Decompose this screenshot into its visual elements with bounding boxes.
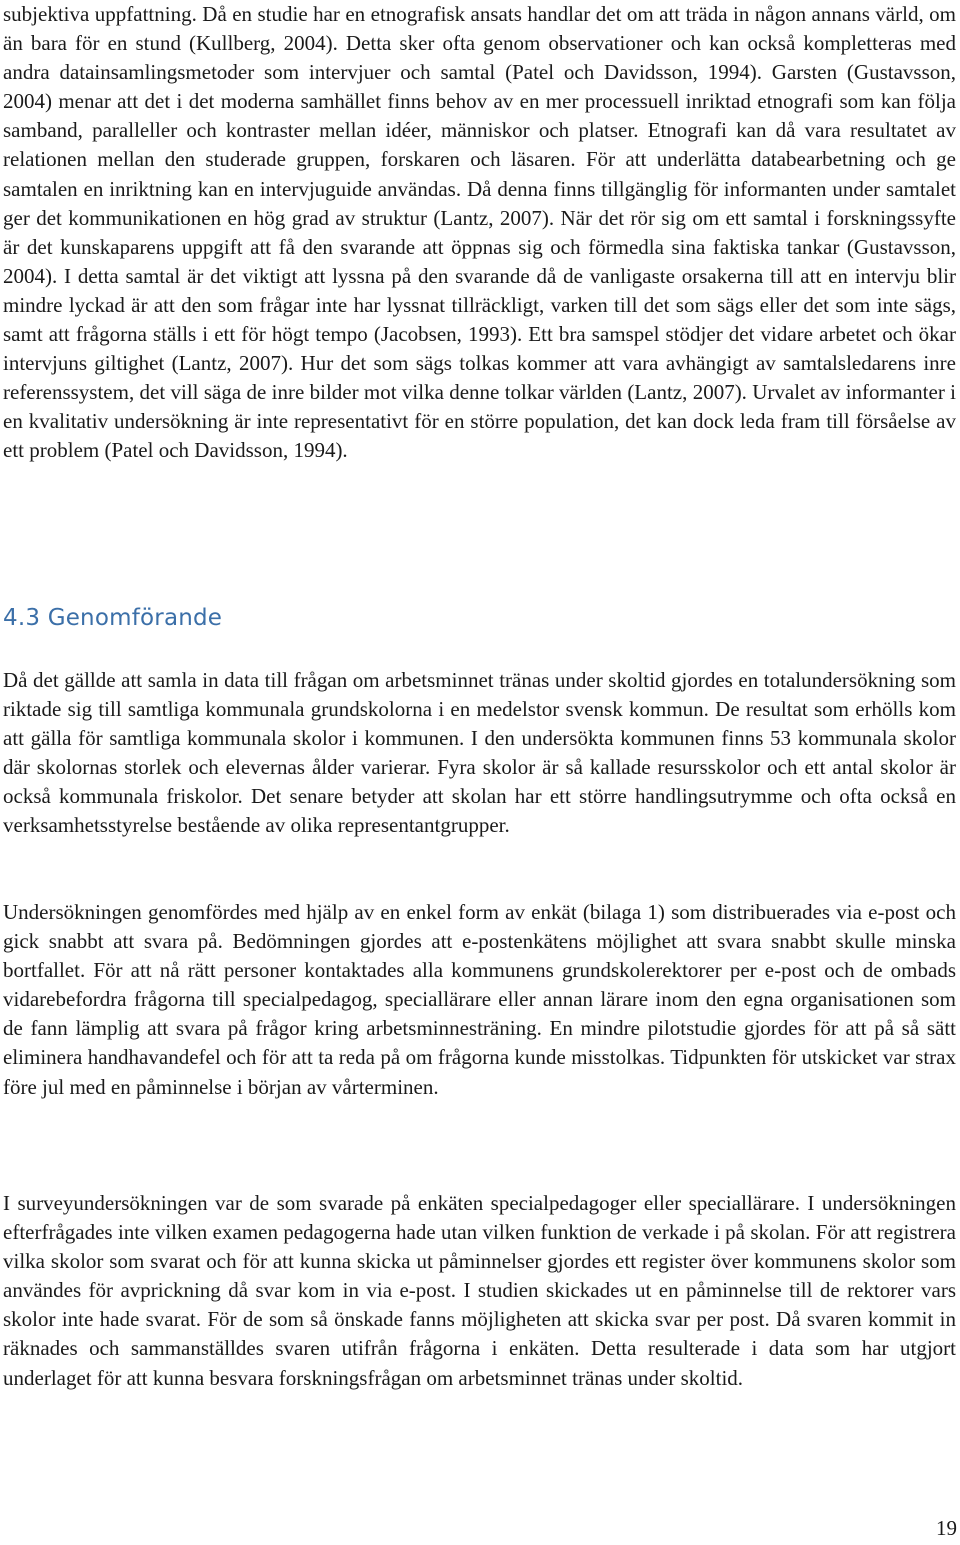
- section-heading: 4.3 Genomförande: [3, 605, 223, 631]
- paragraph-respondents: I surveyundersökningen var de som svarade på enkäten specialpedagoger eller speciallärare. I undersökningen efterfrågades inte vilken examen pedagogerna hade utan vilken funktion de verkade i på skolan. För att registrera vilka skolor som svarat och för att kunna skicka ut påminnelser gjordes ett register över kommunens skolor som användes för avprickning då svar kom in via e-post. I studien skickades ut en påminnelse till de rektorer vars skolor inte hade svarat. För de som så önskade fanns möjligheten att skicka svar per post. Då svaren kommit in räknades och sammanställdes svaren utifrån frågorna i enkäten. Detta resulterade i data som har utgjort underlaget för att kunna besvara forskningsfrågan om arbetsminnet tränas under skoltid.: [3, 1191, 956, 1390]
- paragraph-survey-method: Undersökningen genomfördes med hjälp av en enkel form av enkät (bilaga 1) som distribuerades via e-post och gick snabbt att svara på. Bedömningen gjordes att e-postenkätens möjlighet att svara snabbt skulle minska bortfallet. För att nå rätt personer kontaktades alla kommunens grundskolerektorer per e-post och de ombads vidarebefordra frågorna till specialpedagog, speciallärare eller annan lärare inom den egna organisationen som de fann lämplig att svara på frågor kring arbetsminnesträning. En mindre pilotstudie gjordes för att på så sätt eliminera handhavandefel och för att ta reda på om frågorna kunde misstolkas. Tidpunkten för utskicket var strax före jul med en påminnelse i början av vårterminen.: [3, 900, 956, 1099]
- paragraph-ethnography: subjektiva uppfattning. Då en studie har en etnografisk ansats handlar det om att träda in någon annans värld, om än bara för en stund (Kullberg, 2004). Detta sker ofta genom observationer och kan också kompletteras med andra datainsamlingsmetoder som intervjuer och samtal (Patel och Davidsson, 1994). Garsten (Gustavsson, 2004) menar att det i det moderna samhället finns behov av en mer processuell inriktad etnografi som kan följa samband, paralleller och kontraster mellan idéer, människor och platser. Etnografi kan då vara resultatet av relationen mellan den studerade gruppen, forskaren och läsaren. För att underlätta databearbetning och ge samtalen en inriktning kan en intervjuguide användas. Då denna finns tillgänglig för informanten under samtalet ger det kommunikationen en hög grad av struktur (Lantz, 2007). När det rör sig om ett samtal i forskningssyfte är det kunskaparens uppgift att få den svarande att öppnas sig och förmedla sina faktiska tankar (Gustavsson, 2004). I detta samtal är det viktigt att lyssna på den svarande då de vanligaste orsakerna till att en intervju blir mindre lyckad är att den som frågar inte har lyssnat tillräckligt, varken till det som sägs eller det som inte sägs, samt att frågorna ställs i ett för högt tempo (Jacobsen, 1993). Ett bra samspel stödjer det vidare arbetet och ökar intervjuns giltighet (Lantz, 2007). Hur det som sägs tolkas kommer att vara avhängigt av samtalsledarens inre referenssystem, det vill säga de inre bilder mot vilka denne tolkar världen (Lantz, 2007). Urvalet av informanter i en kvalitativ undersökning är inte representativt för en större population, det kan dock leda fram till försåelse av ett problem (Patel och Davidsson, 1994).: [3, 2, 956, 463]
- page-number: 19: [936, 1516, 957, 1540]
- paragraph-data-collection: Då det gällde att samla in data till frågan om arbetsminnet tränas under skoltid gjordes en totalundersökning som riktade sig till samtliga kommunala grundskolorna i en medelstor svensk kommun. De resultat som erhölls kom att gälla för samtliga kommunala skolor i kommunen. I den undersökta kommunen finns 53 kommunala skolor där skolornas storlek och elevernas ålder varierar. Fyra skolor är så kallade resursskolor och ett antal skolor är också kommunala friskolor. Det senare betyder att skolan har ett större handlingsutrymme och ofta också en verksamhetsstyrelse bestående av olika representantgrupper.: [3, 668, 956, 838]
